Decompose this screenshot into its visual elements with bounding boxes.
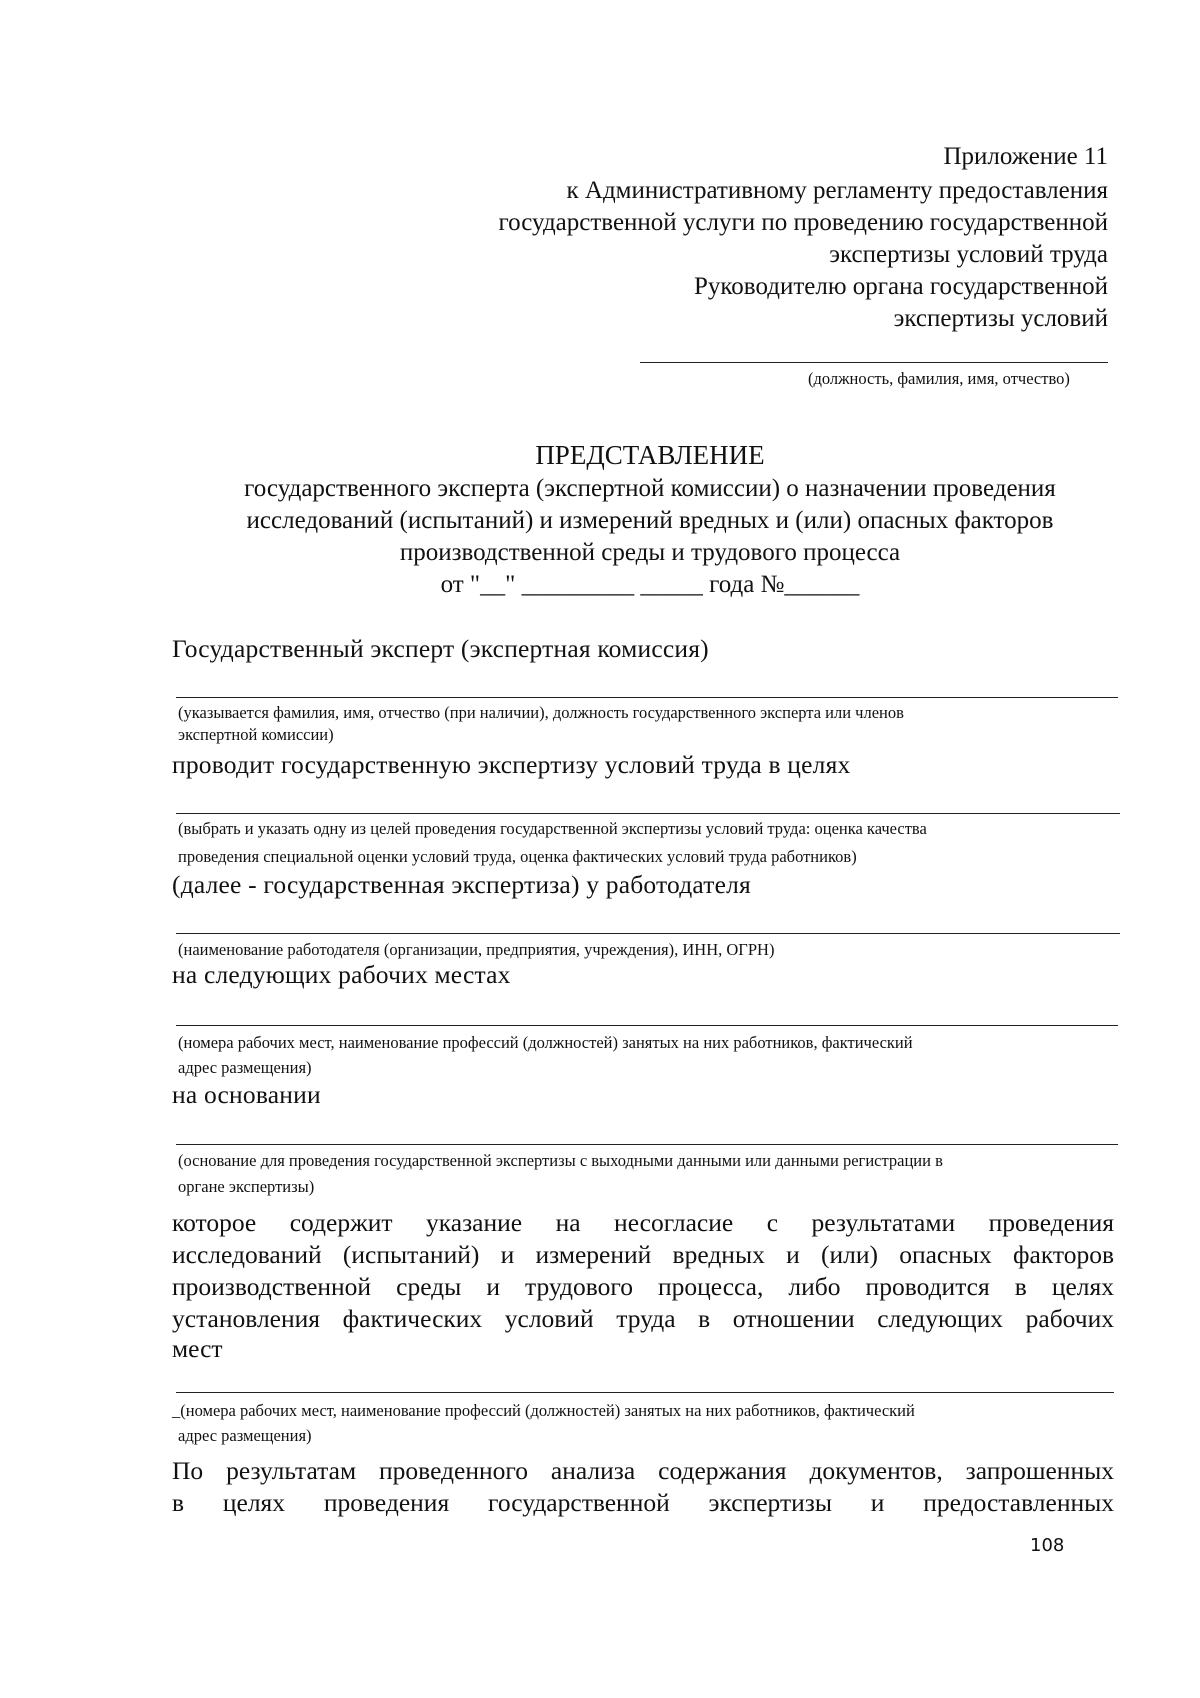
expert-fill-line [176, 697, 1118, 698]
expert-caption: экспертной комиссии) [178, 725, 334, 744]
workplaces-caption: адрес размещения) [178, 1058, 312, 1077]
paragraph-line: мест [172, 1334, 223, 1363]
paragraph-line: которое содержит указание на несогласие с результатами проведения [172, 1208, 1114, 1237]
workplaces2-caption: _(номера рабочих мест, наименование профессий (должностей) занятых на них работников, фактический [172, 1401, 915, 1420]
header-line: к Административному регламенту предоставления [566, 177, 1108, 204]
paragraph-line: производственной среды и трудового процесса, либо проводится в целях [172, 1272, 1114, 1301]
workplaces2-caption: адрес размещения) [178, 1426, 312, 1445]
purpose-fill-line [176, 813, 1120, 814]
title-line: государственного эксперта (экспертной комиссии) о назначении проведения [244, 475, 1056, 502]
header-line: экспертизы условий труда [829, 241, 1108, 268]
paragraph-line: установления фактических условий труда в отношении следующих рабочих [172, 1304, 1114, 1333]
title-line: исследований (испытаний) и измерений вредных и (или) опасных факторов [246, 507, 1054, 534]
basis-label: на основании [172, 1080, 321, 1109]
basis-caption: органе экспертизы) [178, 1177, 315, 1196]
addressee-line: Руководителю органа государственной [694, 273, 1108, 300]
workplaces-caption: (номера рабочих мест, наименование профессий (должностей) занятых на них работников, фактический [178, 1033, 913, 1052]
workplaces-label: на следующих рабочих местах [172, 960, 511, 989]
basis-fill-line [176, 1144, 1118, 1145]
expert-label: Государственный эксперт (экспертная комиссия) [172, 634, 709, 663]
date-number-line: от "__" _________ _____ года №______ [440, 571, 860, 598]
expert-caption: (указывается фамилия, имя, отчество (при наличии), должность государственного эксперта или членов [178, 703, 904, 722]
paragraph-line: исследований (испытаний) и измерений вредных и (или) опасных факторов [172, 1240, 1114, 1269]
employer-label: (далее - государственная экспертиза) у работодателя [172, 870, 751, 899]
document-title: ПРЕДСТАВЛЕНИЕ [535, 440, 765, 470]
title-line: производственной среды и трудового процесса [399, 539, 901, 566]
purpose-caption: (выбрать и указать одну из целей проведения государственной экспертизы условий труда: оценка качества [178, 819, 927, 838]
appendix-number: Приложение 11 [943, 143, 1108, 170]
purpose-label: проводит государственную экспертизу условий труда в целях [172, 750, 851, 779]
paragraph-line: По результатам проведенного анализа содержания документов, запрошенных [172, 1456, 1114, 1485]
employer-caption: (наименование работодателя (организации, предприятия, учреждения), ИНН, ОГРН) [178, 940, 775, 959]
paragraph-line: в целях проведения государственной экспертизы и предоставленных [172, 1488, 1114, 1517]
workplaces2-fill-line [176, 1392, 1114, 1393]
workplaces-fill-line [176, 1025, 1118, 1026]
addressee-caption: (должность, фамилия, имя, отчество) [808, 369, 1070, 388]
purpose-caption: проведения специальной оценки условий труда, оценка фактических условий труда работников) [178, 847, 857, 866]
addressee-fill-line [640, 362, 1108, 363]
employer-fill-line [176, 933, 1120, 934]
addressee-line: экспертизы условий [893, 305, 1108, 332]
basis-caption: (основание для проведения государственной экспертизы с выходными данными или данными регистрации в [178, 1151, 943, 1170]
header-line: государственной услуги по проведению государственной [498, 209, 1108, 236]
page-number: 108 [1030, 1535, 1065, 1556]
